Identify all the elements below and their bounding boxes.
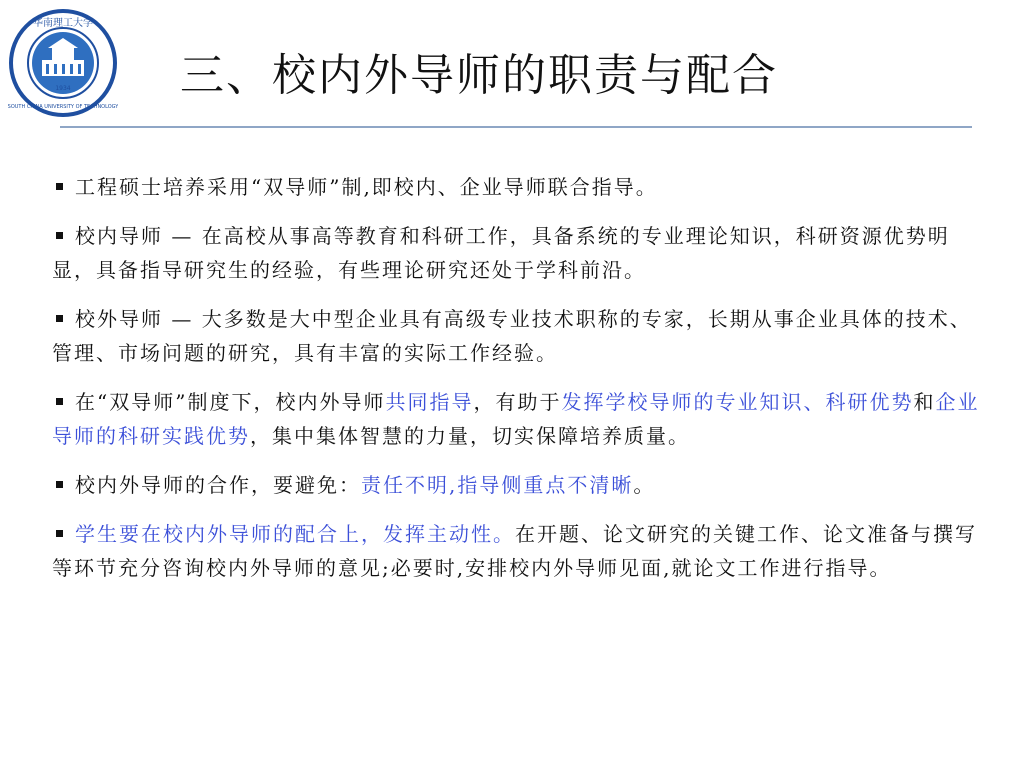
bullet-item [52,219,982,287]
bullet-text: 工程硕士培养采用“双导师”制,即校内、企业导师联合指导。 [75,175,658,199]
bullet-text: ，有助于 [473,390,562,414]
bullet-item [52,302,982,370]
highlighted-text: 学生要在校内外导师的配合上，发挥主动性。 [75,522,515,546]
bullet-item [52,170,982,204]
bullet-text: 在开题、论文研究的关键工作、论文准备与撰写等环节充分咨询校内外导师的意见;必要时,安排校内外导师见面,就论文工作进行指导。 [52,522,977,580]
highlighted-text: 发挥学校导师的专业知识、科研优势 [561,390,914,414]
bullet-text: 。 [633,473,656,497]
slide-title: 三、校内外导师的职责与配合 [180,50,778,101]
bullet-item [52,517,982,585]
bullet-text: 校内外导师的合作，要避免： [75,473,361,497]
highlighted-text: 责任不明,指导侧重点不清晰 [361,473,634,497]
svg-text:华南理工大学: 华南理工大学 [33,18,93,29]
bullet-text: 和 [913,390,936,414]
bullet-text: ，集中集体智慧的力量，切实保障培养质量。 [250,424,690,448]
bullet-square-icon [56,530,63,537]
bullet-square-icon [56,183,63,190]
bullet-square-icon [56,481,63,488]
university-logo [8,8,118,118]
bullet-text: 在“双导师”制度下，校内外导师 [75,390,386,414]
bullet-text: 校外导师 — 大多数是大中型企业具有高级专业技术职称的专家，长期从事企业具体的技术、管理、市场问题的研究，具有丰富的实际工作经验。 [52,307,972,365]
highlighted-text: 企业导师的科研实践优势 [52,390,980,448]
bullet-text: 校内导师 — 在高校从事高等教育和科研工作，具备系统的专业理论知识，科研资源优势明显，具备指导研究生的经验，有些理论研究还处于学科前沿。 [52,224,950,282]
highlighted-text: 共同指导 [385,390,474,414]
bullet-square-icon [56,232,63,239]
bullet-square-icon [56,315,63,322]
svg-text:SOUTH CHINA UNIVERSITY OF TECH: SOUTH CHINA UNIVERSITY OF TECHNOLOGY [8,104,118,110]
title-divider [60,126,972,128]
bullet-square-icon [56,398,63,405]
bullet-list [52,170,982,600]
bullet-item [52,385,982,453]
bullet-item [52,468,982,502]
logo-seal-icon [8,8,118,118]
svg-text:1934: 1934 [55,85,71,92]
